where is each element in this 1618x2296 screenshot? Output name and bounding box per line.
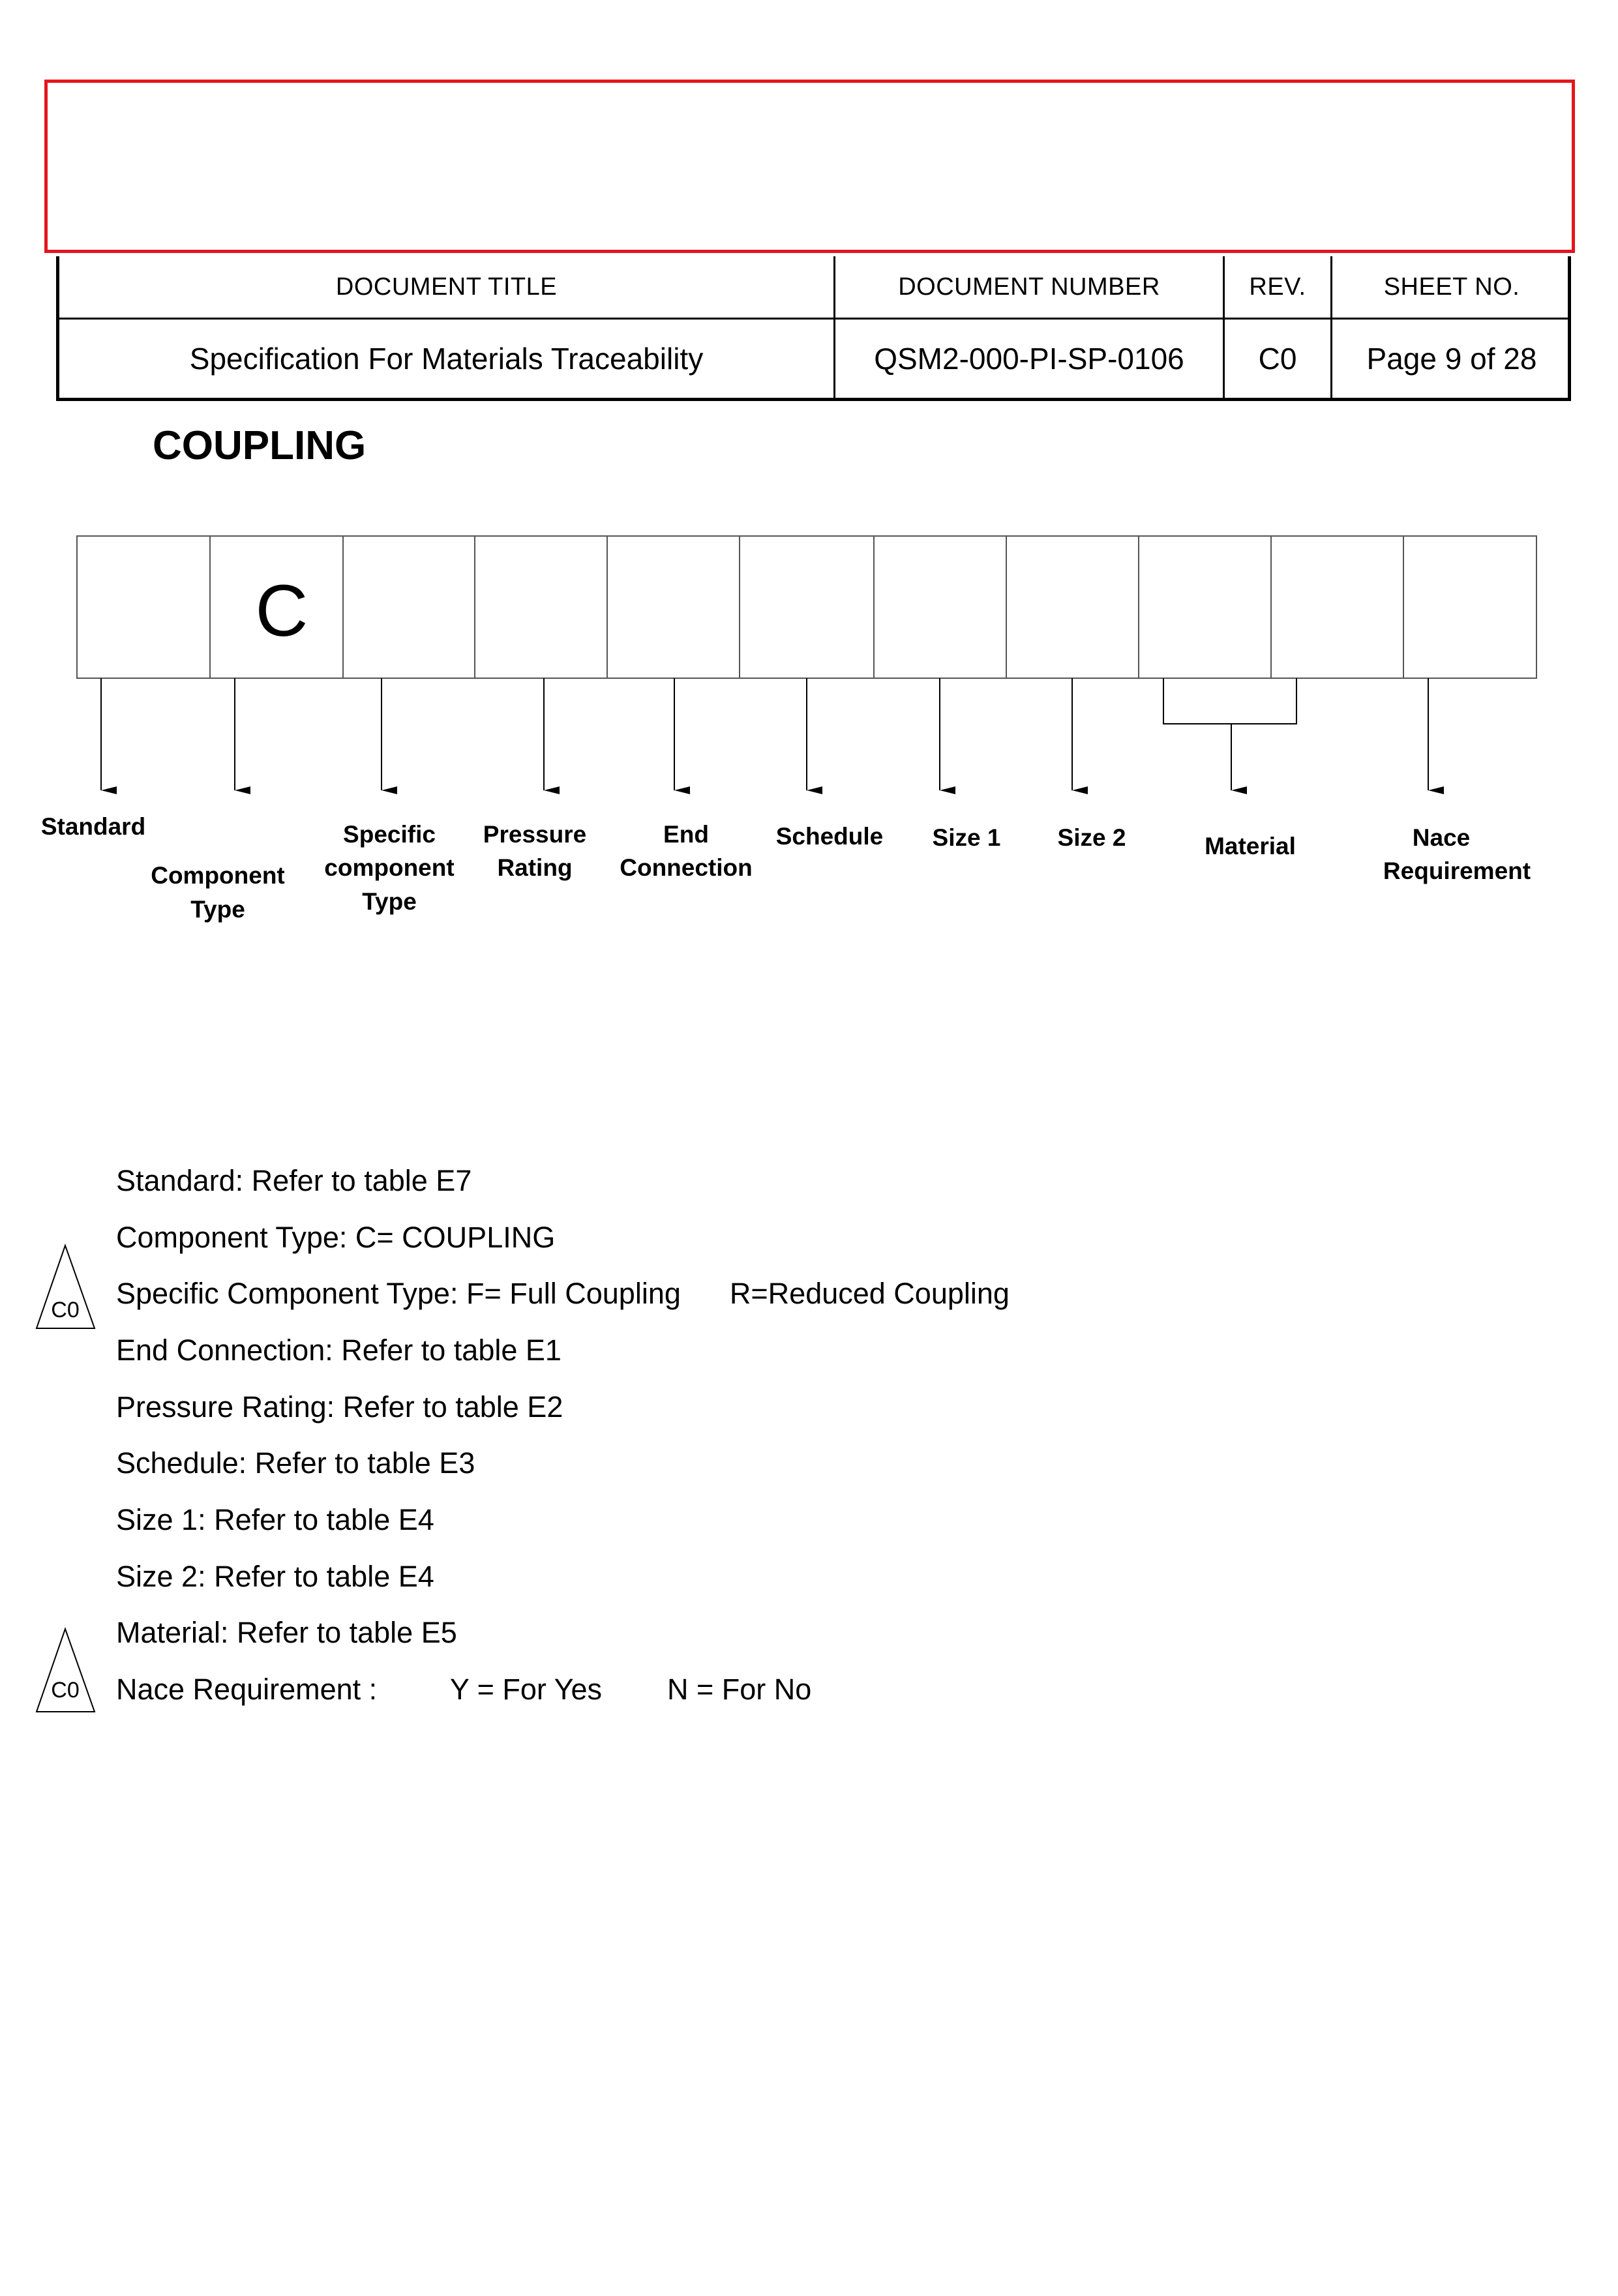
desc-material: Material: Refer to table E5 xyxy=(116,1616,457,1649)
material-bracket xyxy=(1163,678,1296,724)
label-material: Material xyxy=(1205,833,1296,859)
revision-mark-2: C0 xyxy=(51,1678,80,1703)
code-box-dividers xyxy=(210,536,1403,678)
document-number-value: QSM2-000-PI-SP-0106 xyxy=(874,342,1184,376)
desc-schedule: Schedule: Refer to table E3 xyxy=(116,1446,475,1480)
label-end-1: End xyxy=(663,821,709,848)
label-pressure-2: Rating xyxy=(497,854,573,881)
document-title-value: Specification For Materials Traceability xyxy=(189,342,704,376)
revision-triangle-2 xyxy=(37,1629,95,1712)
revision-mark-1: C0 xyxy=(51,1298,80,1322)
label-specific-3: Type xyxy=(362,888,417,915)
desc-size-2: Size 2: Refer to table E4 xyxy=(116,1560,434,1593)
label-end-2: Connection xyxy=(620,854,753,881)
desc-end-connection: End Connection: Refer to table E1 xyxy=(116,1334,562,1367)
desc-specific-component-type: Specific Component Type: F= Full Coupling R=Reduced Coupling xyxy=(116,1277,1010,1310)
desc-size-1: Size 1: Refer to table E4 xyxy=(116,1503,434,1536)
label-component-type-1: Component xyxy=(151,862,285,889)
connector-arrows xyxy=(101,678,1428,790)
sheet-number-header: SHEET NO. xyxy=(1383,273,1520,301)
label-size-2: Size 2 xyxy=(1057,824,1126,851)
desc-nace: Nace Requirement : Y = For Yes N = For No xyxy=(116,1673,812,1706)
document-title-header: DOCUMENT TITLE xyxy=(335,273,558,301)
desc-standard: Standard: Refer to table E7 xyxy=(116,1164,472,1197)
document-number-header: DOCUMENT NUMBER xyxy=(898,273,1160,301)
label-specific-1: Specific xyxy=(343,821,436,848)
revision-header: REV. xyxy=(1249,273,1306,301)
revision-value: C0 xyxy=(1258,342,1297,376)
revision-triangle-1 xyxy=(37,1245,95,1328)
label-standard: Standard xyxy=(40,813,146,840)
label-specific-2: component xyxy=(324,854,455,881)
section-title: COUPLING xyxy=(153,423,367,468)
desc-pressure-rating: Pressure Rating: Refer to table E2 xyxy=(116,1390,563,1424)
label-component-type-2: Type xyxy=(190,896,245,923)
sheet-number-value: Page 9 of 28 xyxy=(1366,342,1537,376)
code-box-2: C xyxy=(255,570,308,651)
label-schedule: Schedule xyxy=(775,823,884,850)
desc-component-type: Component Type: C= COUPLING xyxy=(116,1221,556,1254)
label-nace-2: Requirement xyxy=(1383,857,1531,884)
label-size-1: Size 1 xyxy=(932,824,1001,851)
label-nace-1: Nace xyxy=(1412,824,1471,851)
label-pressure-1: Pressure xyxy=(483,821,587,848)
